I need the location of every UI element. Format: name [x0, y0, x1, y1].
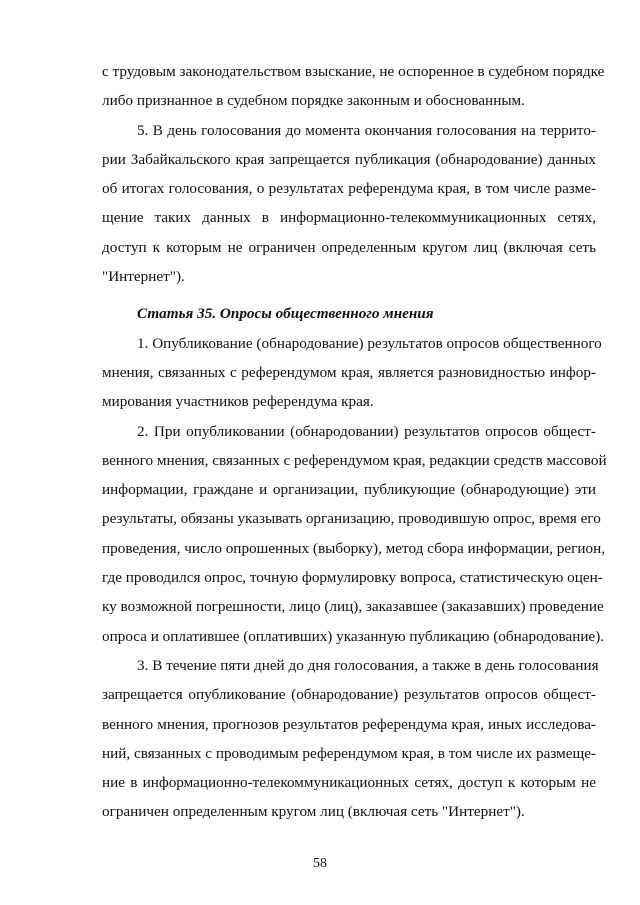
text-line: опроса и оплатившее (оплативших) указанную публикацию (обнародование).	[102, 627, 605, 645]
text-line: 1. Опубликование (обнародование) результатов опросов общественного	[137, 334, 602, 352]
text-line: "Интернет").	[102, 268, 185, 286]
text-line: проведения, число опрошенных (выборку), метод сбора информации, регион,	[102, 539, 606, 557]
text-line: венного мнения, связанных с референдумом края, редакции средств массовой	[102, 451, 607, 469]
text-line: запрещается опубликование (обнародование) результатов опросов общест-	[102, 686, 596, 704]
text-line: венного мнения, прогнозов результатов референдума края, иных исследова-	[102, 715, 596, 733]
text-line: ние в информационно-телекоммуникационных сетях, доступ к которым не	[102, 774, 596, 792]
article-paragraph-3	[102, 651, 599, 827]
text-line: с трудовым законодательством взыскание, не оспоренное в судебном порядке	[102, 63, 605, 80]
text-line: щение таких данных в информационно-телекоммуникационных сетях,	[102, 209, 596, 227]
text-line: об итогах голосования, о результатах референдума края, в том числе разме-	[102, 180, 596, 198]
text-line: доступ к которым не ограничен определенным кругом лиц (включая сеть	[102, 238, 596, 256]
paragraph-5	[102, 116, 596, 292]
page-number: 58	[313, 856, 327, 871]
text-line: информации, граждане и организации, публикующие (обнародующие) эти	[102, 481, 596, 499]
text-line: результаты, обязаны указывать организацию, проводившую опрос, время его	[102, 510, 601, 528]
text-line: 3. В течение пяти дней до дня голосования, а также в день голосования	[137, 656, 599, 674]
document-body	[102, 57, 607, 827]
text-line: мирования участников референдума края.	[102, 393, 374, 411]
article-heading: Статья 35. Опросы общественного мнения	[137, 305, 434, 323]
text-line: ний, связанных с проводимым референдумом края, в том числе их размеще-	[102, 744, 596, 762]
text-line: ограничен определенным кругом лиц (включая сеть "Интернет").	[102, 803, 525, 821]
article-paragraph-1	[102, 329, 602, 417]
text-line: 5. В день голосования до момента окончания голосования на террито-	[137, 121, 596, 139]
article-paragraph-2	[102, 417, 607, 651]
text-line: где проводился опрос, точную формулировку вопроса, статистическую оцен-	[102, 569, 603, 587]
text-line: ку возможной погрешности, лицо (лиц), заказавшее (заказавших) проведение	[102, 598, 604, 616]
text-line: 2. При опубликовании (обнародовании) результатов опросов общест-	[137, 422, 596, 440]
text-line: рии Забайкальского края запрещается публикация (обнародование) данных	[102, 150, 596, 168]
text-line: мнения, связанных с референдумом края, является разновидностью инфор-	[102, 363, 596, 381]
paragraph-continuation	[102, 57, 605, 116]
text-line: либо признанное в судебном порядке законным и обоснованным.	[102, 92, 525, 110]
